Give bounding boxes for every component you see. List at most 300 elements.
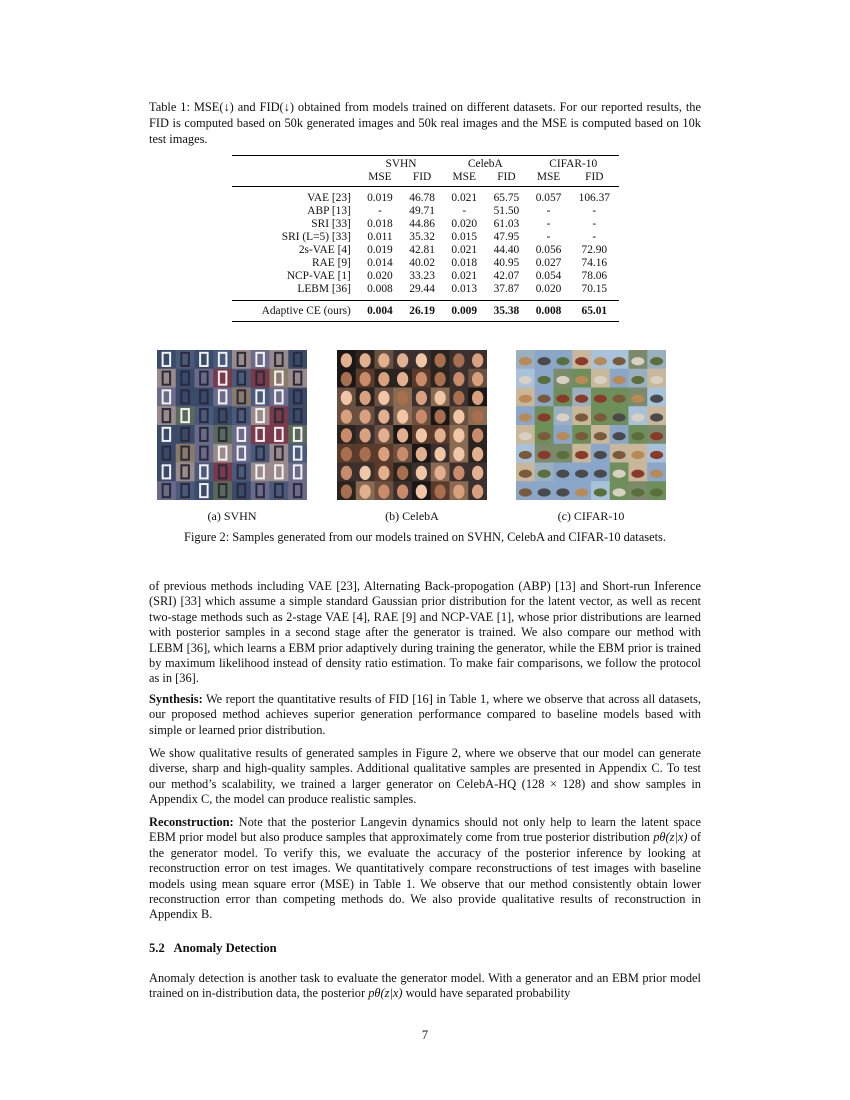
method-cell: VAE [23] xyxy=(307,192,351,204)
sample-tile xyxy=(232,369,251,388)
sample-tile xyxy=(157,425,176,444)
sample-tile xyxy=(535,444,554,463)
sample-tile xyxy=(647,369,666,388)
table-row xyxy=(232,244,619,257)
sample-tile xyxy=(232,463,251,482)
paragraph-baselines: of previous methods including VAE [23], Alternating Back-propogation (ABP) [13] and Short-run Inference (SRI) [33] which assume a simple standard Gaussian prior distribution for the latent vector, as well as recent two-stage methods such as 2-stage VAE [4], RAE [9] and NCP-VAE [1], whose prior distributions are learned with posterior samples in a second stage after the generator is trained. We also compare our method with LEBM [36], which learns a EBM prior adaptively during training the generator, while the EBM prior is trained by maximum likelihood instead of density ratio estimation. To make fair comparisons, we follow the protocol as in [36]. xyxy=(149,579,701,686)
sample-tile xyxy=(535,406,554,425)
sample-tile xyxy=(356,444,375,463)
sample-tile xyxy=(431,463,450,482)
value-cell: 72.90 xyxy=(581,244,608,256)
sample-tile xyxy=(629,444,648,463)
sample-tile xyxy=(554,388,573,407)
sample-tile xyxy=(450,425,469,444)
sample-tile xyxy=(468,481,487,500)
sample-tile xyxy=(535,463,554,482)
sample-tile xyxy=(647,481,666,500)
paragraph-reconstruction xyxy=(149,815,701,923)
value-cell: 42.07 xyxy=(493,270,520,282)
synthesis-text: We report the quantitative results of FID [16] in Table 1, where we observe that across all datasets, our proposed method achieves superior generation performance compared to baseline models based with simple or learned prior distribution. xyxy=(149,692,701,737)
sample-tile xyxy=(431,481,450,500)
value-cell: 0.021 xyxy=(451,270,478,282)
value-cell-best: 0.008 xyxy=(527,301,569,322)
sample-tile xyxy=(270,444,289,463)
value-cell: 0.057 xyxy=(535,192,562,204)
metric-header: MSE xyxy=(527,171,569,187)
sample-tile xyxy=(176,369,195,388)
value-cell: 74.16 xyxy=(581,257,608,269)
method-cell: RAE [9] xyxy=(311,257,351,269)
sample-tile xyxy=(270,406,289,425)
sample-tile xyxy=(591,481,610,500)
sample-tile xyxy=(375,444,394,463)
sample-tile xyxy=(450,481,469,500)
sample-tile xyxy=(157,369,176,388)
sample-tile xyxy=(232,444,251,463)
sample-tile xyxy=(610,481,629,500)
sample-tile xyxy=(431,444,450,463)
value-cell-best: 65.01 xyxy=(570,301,619,322)
sample-tile xyxy=(516,444,535,463)
sample-tile xyxy=(516,425,535,444)
sample-tile xyxy=(213,406,232,425)
sample-tile xyxy=(195,481,214,500)
sample-tile xyxy=(647,463,666,482)
sample-tile xyxy=(393,425,412,444)
section-heading: 5.2 Anomaly Detection xyxy=(149,941,277,955)
sample-tile xyxy=(468,388,487,407)
sample-tile xyxy=(610,406,629,425)
value-cell: 40.02 xyxy=(409,257,435,269)
sample-tile xyxy=(412,444,431,463)
sample-tile xyxy=(195,444,214,463)
sample-tile xyxy=(412,481,431,500)
value-cell: 0.011 xyxy=(367,231,393,243)
sample-tile xyxy=(468,425,487,444)
sample-tile xyxy=(251,444,270,463)
sample-tile xyxy=(213,463,232,482)
sample-tile xyxy=(356,481,375,500)
anomaly-text-a: Anomaly detection is another task to evaluate the generator model. With a generator and an EBM prior model trained on in-distribution data, the posterior xyxy=(149,971,701,1001)
paragraph-synthesis xyxy=(149,692,701,738)
sample-tile xyxy=(629,463,648,482)
table-row xyxy=(232,205,619,218)
sample-tile xyxy=(157,388,176,407)
sample-tile xyxy=(610,350,629,369)
anomaly-text-b: would have separated probability xyxy=(402,986,571,1001)
sample-tile xyxy=(251,463,270,482)
value-cell: 0.015 xyxy=(451,231,478,243)
sample-tile xyxy=(535,369,554,388)
table-row xyxy=(232,187,619,206)
value-cell: - xyxy=(546,231,551,243)
sample-tile xyxy=(535,481,554,500)
metric-header: MSE xyxy=(359,171,401,187)
sample-tile xyxy=(213,350,232,369)
sample-tile xyxy=(157,481,176,500)
sample-tile xyxy=(251,388,270,407)
sample-tile xyxy=(270,388,289,407)
sample-tile xyxy=(213,425,232,444)
sample-tile xyxy=(337,388,356,407)
sample-tile xyxy=(176,350,195,369)
table-group-header xyxy=(232,156,619,172)
sample-tile xyxy=(157,444,176,463)
table-row xyxy=(232,270,619,283)
value-cell: 44.40 xyxy=(493,244,520,256)
sample-tile xyxy=(516,463,535,482)
reconstruction-lead: Reconstruction: xyxy=(149,815,234,829)
sample-tile xyxy=(591,406,610,425)
cifar10-samples-image xyxy=(516,350,666,500)
sample-tile xyxy=(431,406,450,425)
sample-tile xyxy=(516,481,535,500)
sample-tile xyxy=(157,463,176,482)
sample-tile xyxy=(288,481,307,500)
sample-tile xyxy=(431,388,450,407)
sample-tile xyxy=(450,388,469,407)
reconstruction-text-b: of the generator model. To verify this, we evaluate the accuracy of the posterior inference by looking at reconstruction error on test images. We quantitatively compare reconstructions of test images with baseline models using mean square error (MSE) in Table 1. We observe that our method consistently obtain lower reconstruction error than competing methods do. We also provide qualitative results of reconstruction in Appendix B. xyxy=(149,830,701,922)
sample-tile xyxy=(213,369,232,388)
figure-caption: Figure 2: Samples generated from our models trained on SVHN, CelebA and CIFAR-10 datasets. xyxy=(184,530,666,544)
value-cell: 78.06 xyxy=(581,270,608,282)
sample-tile xyxy=(468,444,487,463)
sample-tile xyxy=(629,406,648,425)
sample-tile xyxy=(232,350,251,369)
sample-tile xyxy=(213,388,232,407)
sample-tile xyxy=(195,463,214,482)
value-cell: 0.020 xyxy=(367,270,393,282)
value-cell: - xyxy=(592,205,597,217)
sample-tile xyxy=(288,369,307,388)
sample-tile xyxy=(450,350,469,369)
group-svhn: SVHN xyxy=(359,156,443,172)
table-row-ours xyxy=(232,301,619,322)
sample-tile xyxy=(288,350,307,369)
sample-tile xyxy=(393,481,412,500)
sample-tile xyxy=(176,481,195,500)
value-cell: 49.71 xyxy=(409,205,435,217)
metric-header: MSE xyxy=(443,171,485,187)
sample-tile xyxy=(337,425,356,444)
sample-tile xyxy=(251,481,270,500)
method-cell: ABP [13] xyxy=(307,205,351,217)
sample-tile xyxy=(535,350,554,369)
results-table xyxy=(232,155,619,322)
sample-tile xyxy=(610,369,629,388)
sample-tile xyxy=(535,425,554,444)
value-cell: - xyxy=(546,218,551,230)
subcaption-celeba: (b) CelebA xyxy=(385,509,439,523)
svhn-samples-image xyxy=(157,350,307,500)
metric-header: FID xyxy=(570,171,619,187)
sample-tile xyxy=(554,369,573,388)
sample-tile xyxy=(375,350,394,369)
table-body xyxy=(232,187,619,322)
sample-tile xyxy=(393,444,412,463)
sample-tile xyxy=(270,425,289,444)
sample-tile xyxy=(591,463,610,482)
sample-tile xyxy=(468,350,487,369)
sample-tile xyxy=(572,481,591,500)
sample-tile xyxy=(572,406,591,425)
method-cell: SRI [33] xyxy=(311,218,351,230)
sample-tile xyxy=(393,350,412,369)
sample-tile xyxy=(647,406,666,425)
value-cell: 40.95 xyxy=(493,257,520,269)
value-cell: 0.027 xyxy=(535,257,562,269)
sample-tile xyxy=(572,350,591,369)
value-cell: - xyxy=(462,205,467,217)
sample-tile xyxy=(375,388,394,407)
posterior-math: pθ(z|x) xyxy=(368,986,403,1001)
sample-tile xyxy=(356,425,375,444)
sample-tile xyxy=(356,369,375,388)
sample-tile xyxy=(251,369,270,388)
method-cell: NCP-VAE [1] xyxy=(286,270,351,282)
value-cell: 0.020 xyxy=(451,218,478,230)
value-cell-best: 0.004 xyxy=(359,301,401,322)
sample-tile xyxy=(554,350,573,369)
value-cell: 33.23 xyxy=(409,270,435,282)
sample-tile xyxy=(450,463,469,482)
group-celeba: CelebA xyxy=(443,156,527,172)
reconstruction-text-a: Note that the posterior Langevin dynamics should not only help to learn the latent space EBM prior model but also produce samples that approximately come from true posterior distribution xyxy=(149,815,701,845)
table-metric-header xyxy=(232,171,619,187)
sample-tile xyxy=(176,444,195,463)
value-cell-best: 35.38 xyxy=(485,301,527,322)
sample-tile xyxy=(610,463,629,482)
sample-tile xyxy=(572,444,591,463)
sample-tile xyxy=(629,481,648,500)
sample-tile xyxy=(195,369,214,388)
sample-tile xyxy=(195,406,214,425)
sample-tile xyxy=(412,350,431,369)
sample-tile xyxy=(232,481,251,500)
sample-tile xyxy=(232,388,251,407)
subcaption-cifar10: (c) CIFAR-10 xyxy=(557,509,625,523)
sample-tile xyxy=(412,463,431,482)
value-cell: 46.78 xyxy=(409,192,435,204)
sample-tile xyxy=(157,350,176,369)
sample-tile xyxy=(213,444,232,463)
sample-tile xyxy=(647,444,666,463)
sample-tile xyxy=(288,425,307,444)
sample-tile xyxy=(157,406,176,425)
metric-header: FID xyxy=(485,171,527,187)
subcaption-svhn: (a) SVHN xyxy=(207,509,257,523)
sample-tile xyxy=(270,481,289,500)
value-cell: 0.008 xyxy=(367,283,393,295)
table-row xyxy=(232,283,619,301)
sample-tile xyxy=(375,481,394,500)
sample-tile xyxy=(337,369,356,388)
sample-tile xyxy=(629,369,648,388)
value-cell: 51.50 xyxy=(493,205,520,217)
sample-tile xyxy=(591,369,610,388)
sample-tile xyxy=(270,463,289,482)
value-cell: - xyxy=(546,205,551,217)
metric-header: FID xyxy=(401,171,443,187)
sample-tile xyxy=(468,369,487,388)
value-cell: 0.020 xyxy=(535,283,562,295)
sample-tile xyxy=(554,425,573,444)
sample-tile xyxy=(535,388,554,407)
value-cell: 70.15 xyxy=(581,283,608,295)
sample-tile xyxy=(591,388,610,407)
value-cell: 0.054 xyxy=(535,270,562,282)
sample-tile xyxy=(591,444,610,463)
method-cell: LEBM [36] xyxy=(297,283,351,295)
value-cell: 0.018 xyxy=(367,218,393,230)
value-cell: 0.056 xyxy=(535,244,562,256)
value-cell: - xyxy=(378,205,382,217)
sample-tile xyxy=(393,369,412,388)
sample-tile xyxy=(337,463,356,482)
sample-tile xyxy=(232,406,251,425)
sample-tile xyxy=(176,463,195,482)
sample-tile xyxy=(356,388,375,407)
sample-tile xyxy=(195,350,214,369)
value-cell: 47.95 xyxy=(493,231,520,243)
sample-tile xyxy=(393,463,412,482)
sample-tile xyxy=(572,369,591,388)
sample-tile xyxy=(412,388,431,407)
value-cell: 0.019 xyxy=(367,192,393,204)
sample-tile xyxy=(610,388,629,407)
table-caption: Table 1: MSE(↓) and FID(↓) obtained from models trained on different datasets. For our reported results, the FID is computed based on 50k generated images and 50k real images and the MSE is computed based on 10k test images. xyxy=(149,100,701,146)
sample-tile xyxy=(450,406,469,425)
value-cell: 0.021 xyxy=(451,192,478,204)
sample-tile xyxy=(468,406,487,425)
value-cell: 37.87 xyxy=(493,283,520,295)
sample-tile xyxy=(288,463,307,482)
sample-tile xyxy=(610,425,629,444)
sample-tile xyxy=(176,425,195,444)
sample-tile xyxy=(450,444,469,463)
sample-tile xyxy=(516,406,535,425)
sample-tile xyxy=(337,481,356,500)
sample-tile xyxy=(516,350,535,369)
sample-tile xyxy=(337,406,356,425)
sample-tile xyxy=(516,388,535,407)
page-number: 7 xyxy=(421,1028,429,1042)
value-cell: - xyxy=(592,231,597,243)
sample-tile xyxy=(572,463,591,482)
sample-tile xyxy=(412,369,431,388)
value-cell: 0.019 xyxy=(367,244,393,256)
sample-tile xyxy=(647,350,666,369)
sample-tile xyxy=(251,350,270,369)
sample-tile xyxy=(554,463,573,482)
value-cell: 0.021 xyxy=(451,244,478,256)
sample-tile xyxy=(554,406,573,425)
sample-tile xyxy=(288,444,307,463)
sample-tile xyxy=(412,425,431,444)
sample-tile xyxy=(393,406,412,425)
sample-tile xyxy=(337,350,356,369)
synthesis-lead: Synthesis: xyxy=(149,692,203,706)
sample-tile xyxy=(431,369,450,388)
value-cell: 0.018 xyxy=(451,257,478,269)
sample-tile xyxy=(468,463,487,482)
sample-tile xyxy=(629,425,648,444)
sample-tile xyxy=(375,425,394,444)
sample-tile xyxy=(195,425,214,444)
value-cell: 0.013 xyxy=(451,283,478,295)
sample-tile xyxy=(629,388,648,407)
sample-tile xyxy=(270,350,289,369)
sample-tile xyxy=(270,369,289,388)
sample-tile xyxy=(591,425,610,444)
value-cell: 44.86 xyxy=(409,218,435,230)
sample-tile xyxy=(554,481,573,500)
sample-tile xyxy=(393,388,412,407)
sample-tile xyxy=(554,444,573,463)
table-row xyxy=(232,218,619,231)
sample-tile xyxy=(176,406,195,425)
table-row xyxy=(232,257,619,270)
sample-tile xyxy=(176,388,195,407)
sample-tile xyxy=(251,406,270,425)
sample-tile xyxy=(356,406,375,425)
sample-tile xyxy=(647,388,666,407)
sample-tile xyxy=(251,425,270,444)
sample-tile xyxy=(288,406,307,425)
sample-tile xyxy=(629,350,648,369)
group-cifar10: CIFAR-10 xyxy=(527,156,619,172)
sample-tile xyxy=(516,369,535,388)
sample-tile xyxy=(356,463,375,482)
sample-tile xyxy=(647,425,666,444)
value-cell: 29.44 xyxy=(409,283,435,295)
sample-tile xyxy=(591,350,610,369)
sample-tile xyxy=(375,369,394,388)
value-cell: 106.37 xyxy=(578,192,610,204)
sample-tile xyxy=(450,369,469,388)
paragraph-qualitative: We show qualitative results of generated samples in Figure 2, where we observe that our model can generate diverse, sharp and high-quality samples. Additional qualitative samples are presented in Appendix C. To test our method’s scalability, we trained a larger generator on CelebA-HQ (128 × 128) and show samples in Appendix C, the model can produce realistic samples. xyxy=(149,746,701,807)
sample-tile xyxy=(356,350,375,369)
sample-tile xyxy=(288,388,307,407)
method-cell: 2s-VAE [4] xyxy=(298,244,351,256)
posterior-math: pθ(z|x) xyxy=(653,830,688,845)
sample-tile xyxy=(572,388,591,407)
paragraph-anomaly xyxy=(149,971,701,1002)
sample-tile xyxy=(431,425,450,444)
value-cell: 61.03 xyxy=(493,218,520,230)
value-cell: 42.81 xyxy=(409,244,435,256)
value-cell: 65.75 xyxy=(493,192,520,204)
sample-tile xyxy=(610,444,629,463)
celeba-samples-image xyxy=(337,350,487,500)
method-cell: Adaptive CE (ours) xyxy=(232,301,359,322)
value-cell: 35.32 xyxy=(409,231,435,243)
sample-tile xyxy=(337,444,356,463)
value-cell-best: 26.19 xyxy=(401,301,443,322)
sample-tile xyxy=(195,388,214,407)
sample-tile xyxy=(375,463,394,482)
sample-tile xyxy=(572,425,591,444)
sample-tile xyxy=(213,481,232,500)
value-cell-best: 0.009 xyxy=(443,301,485,322)
table-row xyxy=(232,231,619,244)
sample-tile xyxy=(375,406,394,425)
value-cell: - xyxy=(592,218,597,230)
sample-tile xyxy=(412,406,431,425)
sample-tile xyxy=(232,425,251,444)
value-cell: 0.014 xyxy=(367,257,393,269)
sample-tile xyxy=(431,350,450,369)
